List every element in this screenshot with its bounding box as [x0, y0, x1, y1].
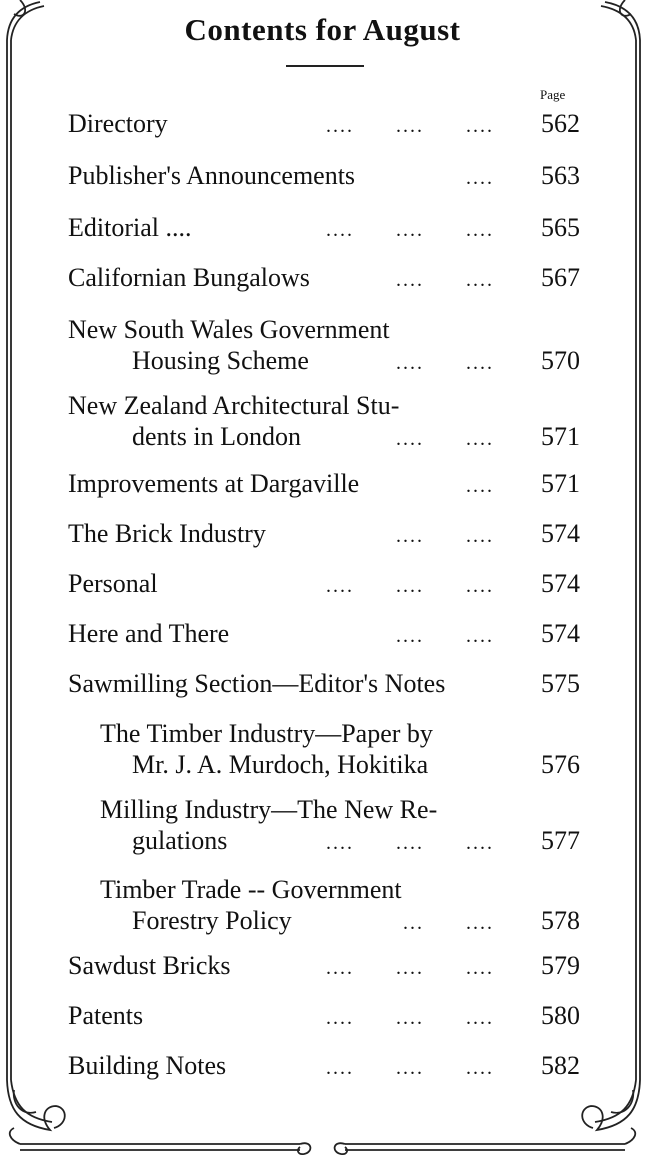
- toc-entry: [100, 794, 580, 859]
- toc-entry-row: [68, 160, 580, 194]
- toc-entry: [68, 390, 580, 455]
- toc-entry: [68, 160, 580, 194]
- toc-entry-row: [68, 668, 580, 699]
- toc-entry-title: Housing Scheme: [132, 346, 309, 375]
- toc-entry-title: Forestry Policy: [132, 906, 292, 935]
- toc-entry-row: [100, 825, 580, 859]
- toc-entry: [68, 468, 580, 502]
- dot-leader: .... ....: [396, 625, 494, 647]
- toc-entry-title: Here and There: [68, 619, 230, 648]
- toc-entry-title: dents in London: [132, 422, 301, 451]
- page-number: 580: [541, 1001, 580, 1030]
- toc-entry-title-line: Timber Trade -- Government: [100, 875, 402, 904]
- toc-entry: [100, 874, 580, 939]
- toc-entry: [68, 668, 580, 699]
- dot-leader: .... .... ....: [326, 575, 494, 597]
- toc-entry: [68, 314, 580, 379]
- toc-entry: [68, 950, 580, 984]
- dot-leader: ....: [466, 167, 494, 189]
- toc-entry-title-line: New South Wales Government: [68, 315, 390, 344]
- toc-entry-title: Personal: [68, 569, 158, 598]
- toc-entry-title: Sawdust Bricks: [68, 951, 231, 980]
- toc-entry: [68, 518, 580, 552]
- toc-entry-row: [68, 108, 580, 142]
- toc-entry-row: [68, 618, 580, 652]
- toc-entry-row: [68, 212, 580, 246]
- toc-entry-row: [68, 1050, 580, 1084]
- page-number: 567: [541, 263, 580, 292]
- dot-leader: .... ....: [396, 352, 494, 374]
- page-number: 570: [541, 346, 580, 375]
- page-column-header: Page: [540, 87, 566, 102]
- page-number: 565: [541, 213, 580, 242]
- page-number: 574: [541, 569, 580, 598]
- page-number: 576: [541, 750, 580, 779]
- page-number: 575: [541, 669, 580, 698]
- toc-entry-title: Directory: [68, 109, 168, 138]
- toc-entry-title: Improvements at Dargaville: [68, 469, 360, 498]
- toc-entry-title: gulations: [132, 826, 228, 855]
- toc-entry: [100, 718, 580, 780]
- toc-entry-row: [68, 518, 580, 552]
- toc-entry-title: Publisher's Announcements: [68, 161, 356, 190]
- toc-entry: [68, 212, 580, 246]
- toc-entry: [68, 1050, 580, 1084]
- toc-entry: [68, 1000, 580, 1034]
- toc-entry-row: [68, 568, 580, 602]
- page-number: 571: [541, 469, 580, 498]
- page-number: 574: [541, 619, 580, 648]
- dot-leader: .... .... ....: [326, 219, 494, 241]
- toc-entry: [68, 108, 580, 142]
- toc-entry-row: [68, 345, 580, 379]
- toc-entry-title-line: New Zealand Architectural Stu-: [68, 391, 400, 420]
- toc-entry-row: [100, 749, 580, 780]
- dot-leader: .... .... ....: [326, 957, 494, 979]
- dot-leader: .... ....: [396, 269, 494, 291]
- dot-leader: .... .... ....: [326, 832, 494, 854]
- dot-leader: ....: [466, 475, 494, 497]
- page-number: 562: [541, 109, 580, 138]
- toc-entry-title: The Brick Industry: [68, 519, 266, 548]
- dot-leader: ... ....: [403, 912, 494, 934]
- toc-entry-row: [68, 1000, 580, 1034]
- page-number: 579: [541, 951, 580, 980]
- toc-entry: [68, 568, 580, 602]
- dot-leader: .... .... ....: [326, 115, 494, 137]
- page-number: 578: [541, 906, 580, 935]
- toc-entry-title-line: Milling Industry—The New Re-: [100, 795, 438, 824]
- toc-entry-title: Editorial ....: [68, 213, 192, 242]
- toc-entry-title: Mr. J. A. Murdoch, Hokitika: [132, 750, 429, 779]
- toc-entry-row: [68, 950, 580, 984]
- toc-entry-row: [68, 421, 580, 455]
- page-number: 577: [541, 826, 580, 855]
- page-number: 571: [541, 422, 580, 451]
- dot-leader: .... ....: [396, 428, 494, 450]
- dot-leader: .... .... ....: [326, 1007, 494, 1029]
- toc-entry-row: [100, 905, 580, 939]
- page-number: 563: [541, 161, 580, 190]
- toc-entry-title: Patents: [68, 1001, 144, 1030]
- toc-entry-row: [68, 468, 580, 502]
- toc-entry-title: Sawmilling Section—Editor's Notes: [68, 669, 446, 698]
- toc-entry: [68, 618, 580, 652]
- dot-leader: .... ....: [396, 525, 494, 547]
- page-number: 582: [541, 1051, 580, 1080]
- toc-entry: [68, 262, 580, 296]
- toc-entry-row: [68, 262, 580, 296]
- dot-leader: .... .... ....: [326, 1057, 494, 1079]
- title-rule: [286, 65, 364, 67]
- toc-entry-title: Building Notes: [68, 1051, 227, 1080]
- toc-entry-title-line: The Timber Industry—Paper by: [100, 719, 433, 748]
- page-number: 574: [541, 519, 580, 548]
- toc-entry-title: Californian Bungalows: [68, 263, 310, 292]
- page-title: Contents for August: [184, 12, 461, 47]
